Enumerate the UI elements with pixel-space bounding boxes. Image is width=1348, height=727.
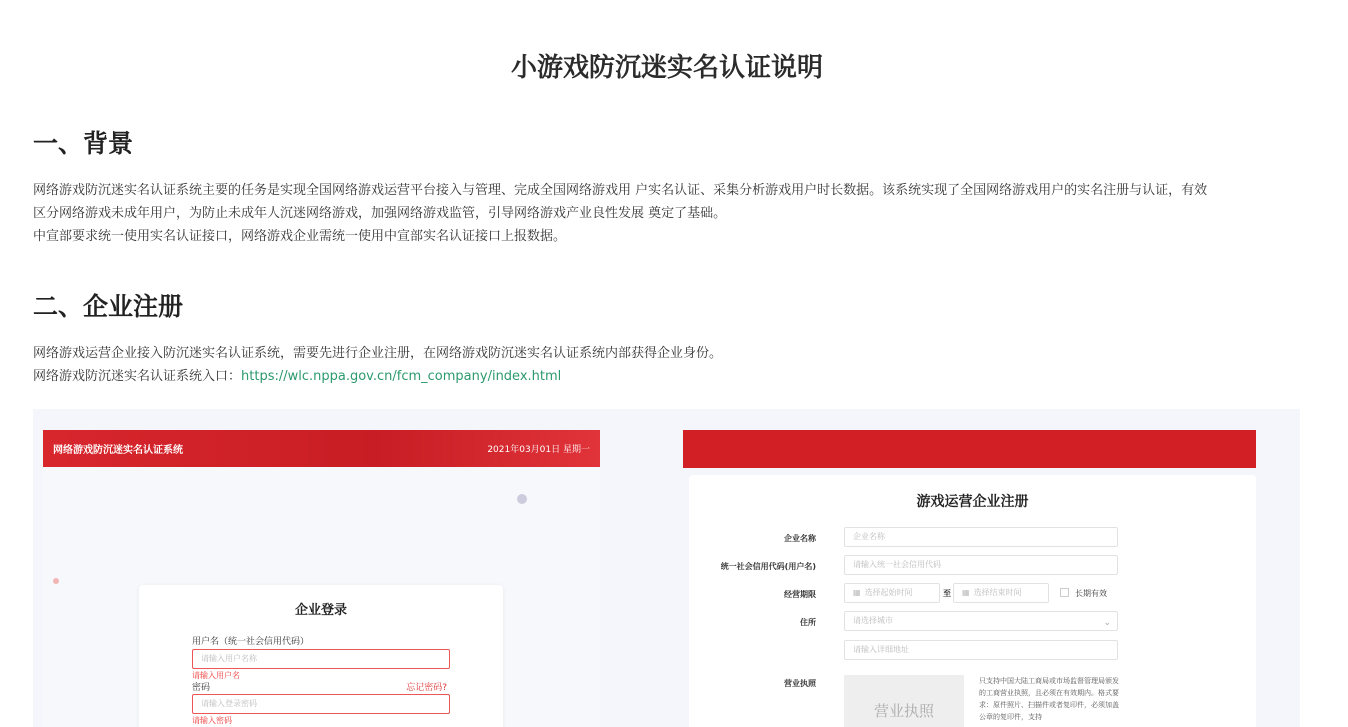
term-start-input[interactable] (844, 583, 940, 603)
password-label: 密码 (192, 683, 211, 693)
password-input[interactable]: 请输入登录密码 (192, 694, 450, 714)
company-name-input[interactable]: 企业名称 (844, 527, 1118, 547)
header-date: 2021年03月01日 星期一 (487, 445, 590, 455)
registration-line-1: 网络游戏运营企业接入防沉迷实名认证系统，需要先进行企业注册，在网络游戏防沉迷实名认证系统内部获得企业身份。 (33, 346, 723, 361)
credit-code-input[interactable]: 请输入统一社会信用代码 (844, 555, 1118, 575)
login-header-bar (43, 430, 600, 467)
login-card-title: 企业登录 (294, 603, 347, 618)
chevron-down-icon: ⌄ (1103, 618, 1111, 628)
address-label: 住所 (800, 618, 816, 627)
credit-code-label: 统一社会信用代码(用户名) (720, 562, 816, 571)
license-hint: 只支持中国大陆工商局或市场监督管理局颁发的工商营业执照，且必须在有效期内。格式要求：原件照片、扫描件或者复印件，必须加盖公章的复印件，支持 (979, 677, 1119, 721)
page-title: 小游戏防沉迷实名认证说明 (510, 53, 823, 83)
decoration-dot-icon (53, 578, 59, 584)
long-term-checkbox[interactable] (1060, 588, 1069, 597)
term-label: 经营期限 (784, 590, 816, 599)
embedded-screenshot (33, 409, 1300, 727)
background-line-3: 中宣部要求统一使用实名认证接口，网络游戏企业需统一使用中宣部实名认证接口上报数据。 (33, 229, 567, 244)
decoration-dot-icon (517, 494, 527, 504)
city-select-value: 请选择城市 (853, 616, 893, 625)
calendar-icon: ▦ (853, 588, 861, 597)
registration-screenshot (683, 430, 1256, 727)
login-card (139, 585, 503, 727)
license-upload-box[interactable]: 营业执照 (844, 675, 964, 727)
detail-address-input[interactable]: 请输入详细地址 (844, 640, 1118, 660)
password-error: 请输入密码 (192, 716, 232, 725)
term-start-placeholder: 选择起始时间 (864, 588, 913, 597)
login-screenshot (43, 430, 600, 727)
registration-card (689, 475, 1256, 727)
registration-card-title: 游戏运营企业注册 (916, 494, 1029, 510)
calendar-icon: ▦ (962, 588, 970, 597)
username-label: 用户名（统一社会信用代码） (192, 637, 310, 647)
term-to: 至 (943, 589, 951, 598)
term-end-placeholder: 选择结束时间 (973, 588, 1022, 597)
forgot-password-link[interactable]: 忘记密码? (406, 683, 447, 693)
username-error: 请输入用户名 (192, 671, 240, 680)
registration-header-bar (683, 430, 1256, 468)
company-name-label: 企业名称 (784, 534, 816, 543)
long-term-label: 长期有效 (1075, 589, 1107, 598)
entry-label: 网络游戏防沉迷实名认证系统入口： (33, 369, 242, 384)
city-select[interactable] (844, 611, 1118, 631)
background-line-2: 区分网络游戏未成年用户，为防止未成年人沉迷网络游戏，加强网络游戏监管，引导网络游戏产业良性发展 奠定了基础。 (33, 206, 727, 221)
system-name: 网络游戏防沉迷实名认证系统 (53, 445, 183, 456)
entry-link[interactable]: https://wlc.nppa.gov.cn/fcm_company/index.html (241, 369, 562, 384)
username-input[interactable]: 请输入用户名称 (192, 649, 450, 669)
section-heading-background: 一、背景 (33, 129, 134, 158)
background-line-1: 网络游戏防沉迷实名认证系统主要的任务是实现全国网络游戏运营平台接入与管理、完成全国网络游戏用 户实名认证、采集分析游戏用户时长数据。该系统实现了全国网络游戏用户的实名注册与认证，有效 (33, 183, 1208, 198)
background-paragraph (33, 179, 1313, 248)
registration-entry-line (33, 365, 1313, 388)
term-end-input[interactable] (953, 583, 1049, 603)
section-heading-registration: 二、企业注册 (33, 292, 184, 321)
license-label: 营业执照 (784, 679, 816, 688)
registration-paragraph (33, 342, 1313, 388)
